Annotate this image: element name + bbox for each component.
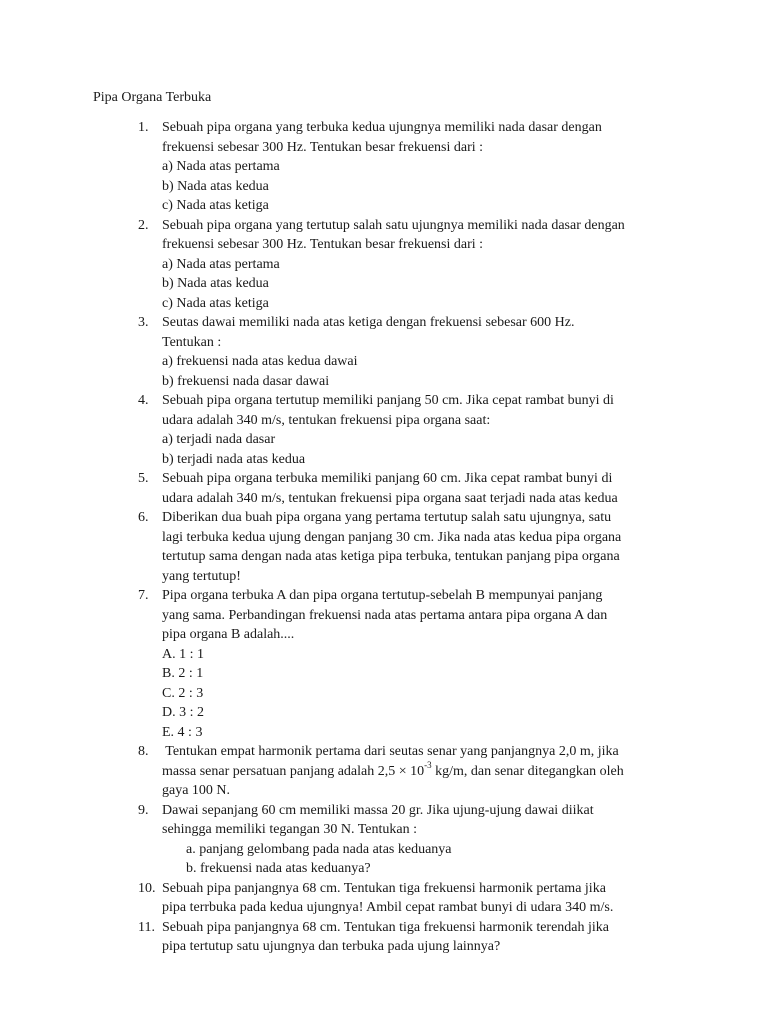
answer-option: c) Nada atas ketiga — [162, 198, 269, 213]
question-text-line: frekuensi sebesar 300 Hz. Tentukan besar frekuensi dari : — [162, 237, 484, 252]
question-text-segment: kg/m, dan senar ditegangkan oleh — [431, 763, 624, 779]
question-6 — [0, 508, 702, 586]
document-title: Pipa Organa Terbuka — [93, 90, 212, 105]
question-text-line: yang sama. Perbandingan frekuensi nada atas pertama antara pipa organa A dan — [162, 607, 608, 623]
question-3 — [0, 313, 702, 391]
question-5 — [0, 469, 702, 508]
question-8 — [0, 742, 702, 801]
question-number: 1. — [138, 120, 149, 135]
question-text-line: Sebuah pipa organa terbuka memiliki panjang 60 cm. Jika cepat rambat bunyi di — [162, 471, 613, 486]
question-text-line: Seutas dawai memiliki nada atas ketiga dengan frekuensi sebesar 600 Hz. — [162, 315, 575, 330]
question-number: 5. — [138, 471, 149, 486]
answer-option: B. 2 : 1 — [162, 666, 204, 681]
question-number: 3. — [138, 315, 149, 330]
question-7 — [0, 586, 702, 742]
answer-option: b. frekuensi nada atas keduanya? — [186, 861, 371, 876]
question-11 — [0, 918, 702, 957]
question-text-line: udara adalah 340 m/s, tentukan frekuensi pipa organa saat terjadi nada atas kedua — [162, 490, 618, 506]
answer-option: A. 1 : 1 — [162, 646, 204, 662]
answer-option: a) Nada atas pertama — [162, 256, 280, 272]
question-text-line: sehingga memiliki tegangan 30 N. Tentukan : — [162, 822, 417, 837]
question-text-line: udara adalah 340 m/s, tentukan frekuensi pipa organa saat: — [162, 412, 491, 428]
question-text-line: Tentukan : — [162, 334, 222, 350]
answer-option: b) Nada atas kedua — [162, 178, 269, 194]
question-2 — [0, 216, 702, 314]
question-text-line: Dawai sepanjang 60 cm memiliki massa 20 gr. Jika ujung-ujung dawai diikat — [162, 802, 594, 818]
answer-option: E. 4 : 3 — [162, 724, 203, 740]
answer-option: b) frekuensi nada dasar dawai — [162, 373, 330, 389]
question-text-line: Sebuah pipa organa tertutup memiliki panjang 50 cm. Jika cepat rambat bunyi di — [162, 393, 614, 408]
answer-option: a. panjang gelombang pada nada atas keduanya — [186, 841, 452, 857]
question-text-line: pipa tertutup satu ujungnya dan terbuka pada ujung lainnya? — [162, 939, 501, 954]
question-number: 10. — [138, 880, 156, 896]
question-number: 6. — [138, 510, 149, 525]
question-list — [0, 118, 768, 957]
question-text-line: Pipa organa terbuka A dan pipa organa tertutup-sebelah B mempunyai panjang — [162, 588, 603, 603]
question-number: 8. — [138, 744, 149, 759]
question-text-line: frekuensi sebesar 300 Hz. Tentukan besar frekuensi dari : — [162, 139, 484, 155]
question-10 — [0, 879, 702, 918]
question-4 — [0, 391, 702, 469]
question-number: 11. — [138, 919, 155, 935]
question-text-line: Tentukan empat harmonik pertama dari seutas senar yang panjangnya 2,0 m, jika — [162, 744, 619, 759]
answer-option: a) Nada atas pertama — [162, 159, 280, 174]
answer-option: a) frekuensi nada atas kedua dawai — [162, 354, 358, 369]
question-number: 2. — [138, 217, 149, 233]
question-text-line: gaya 100 N. — [162, 783, 231, 798]
question-text-line: pipa organa B adalah.... — [162, 627, 295, 642]
question-text-line: tertutup sama dengan nada atas ketiga pipa terbuka, tentukan panjang pipa organa — [162, 549, 620, 564]
question-text-line: pipa terrbuka pada kedua ujungnya! Ambil cepat rambat bunyi di udara 340 m/s. — [162, 900, 614, 915]
exponent: -3 — [424, 759, 432, 770]
question-number: 4. — [138, 393, 149, 408]
answer-option: b) Nada atas kedua — [162, 276, 269, 291]
question-number: 9. — [138, 802, 149, 818]
question-text-line — [162, 759, 702, 782]
question-1 — [0, 118, 702, 216]
answer-option: c) Nada atas ketiga — [162, 295, 269, 311]
question-text-line: Sebuah pipa panjangnya 68 cm. Tentukan tiga frekuensi harmonik terendah jika — [162, 919, 610, 935]
question-text-line: Diberikan dua buah pipa organa yang pertama tertutup salah satu ujungnya, satu — [162, 510, 612, 525]
answer-option: a) terjadi nada dasar — [162, 432, 276, 447]
question-number: 7. — [138, 588, 149, 603]
question-text-line: Sebuah pipa panjangnya 68 cm. Tentukan tiga frekuensi harmonik pertama jika — [162, 880, 606, 896]
question-9 — [0, 801, 702, 879]
question-text-line: yang tertutup! — [162, 568, 241, 584]
answer-option: C. 2 : 3 — [162, 685, 204, 701]
question-text-line: Sebuah pipa organa yang tertutup salah satu ujungnya memiliki nada dasar dengan — [162, 217, 625, 233]
question-text-segment: massa senar persatuan panjang adalah 2,5 × 10 — [162, 763, 425, 779]
question-text-line: lagi terbuka kedua ujung dengan panjang 30 cm. Jika nada atas kedua pipa organa — [162, 529, 622, 545]
answer-option: b) terjadi nada atas kedua — [162, 451, 306, 467]
question-text-line: Sebuah pipa organa yang terbuka kedua ujungnya memiliki nada dasar dengan — [162, 120, 602, 135]
answer-option: D. 3 : 2 — [162, 705, 204, 720]
